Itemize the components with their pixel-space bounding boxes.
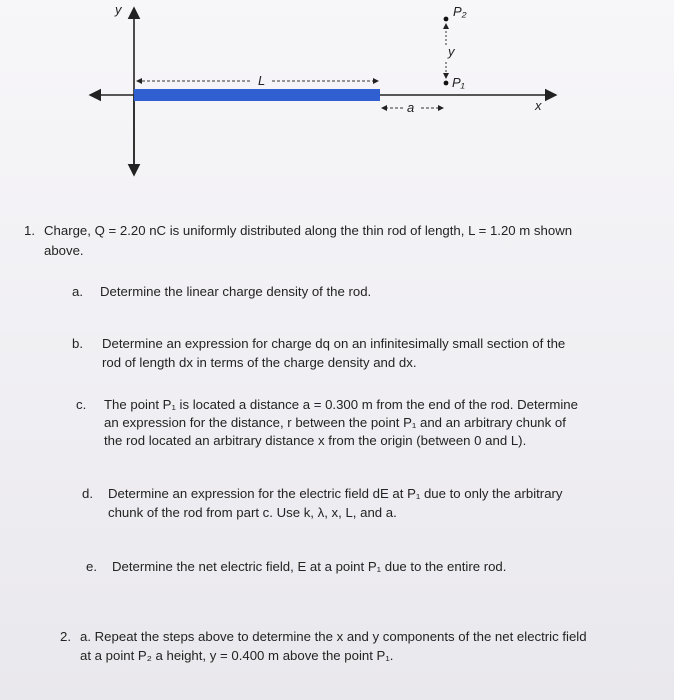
part-b-line-2: rod of length dx in terms of the charge density and dx. bbox=[102, 355, 417, 370]
point-p1-label: P₁ bbox=[452, 75, 465, 90]
y-axis-label: y bbox=[115, 2, 122, 17]
part-b-line-1: Determine an expression for charge dq on an infinitesimally small section of the bbox=[102, 336, 566, 351]
problem-1-statement: Charge, Q = 2.20 nC is uniformly distributed along the thin rod of length, L = 1.20 m shown bbox=[44, 223, 573, 238]
part-e-letter: e. bbox=[86, 559, 97, 574]
part-c-line-2: an expression for the distance, r between the point P₁ and an arbitrary chunk of bbox=[104, 415, 566, 430]
part-d-line-2: chunk of the rod from part c. Use k, λ, x, L, and a. bbox=[108, 505, 397, 520]
part-c-letter: c. bbox=[76, 397, 87, 412]
point-p2-dot bbox=[444, 17, 449, 22]
part-c-line-1: The point P₁ is located a distance a = 0.300 m from the end of the rod. Determine bbox=[104, 397, 578, 412]
part-b-letter: b. bbox=[72, 336, 83, 351]
part-d-line-1: Determine an expression for the electric field dE at P₁ due to only the arbitrary bbox=[108, 486, 563, 501]
problem-2-line-1: a. Repeat the steps above to determine the x and y components of the net electric field bbox=[80, 629, 587, 644]
problem-2-number: 2. bbox=[60, 629, 71, 644]
rod-diagram bbox=[0, 0, 674, 200]
problem-1-statement-cont: above. bbox=[44, 243, 84, 258]
part-a-letter: a. bbox=[72, 284, 83, 299]
part-c-line-3: the rod located an arbitrary distance x from the origin (between 0 and L). bbox=[104, 433, 527, 448]
gap-label: a bbox=[407, 100, 415, 115]
height-label: y bbox=[448, 44, 455, 59]
point-p1-dot bbox=[444, 81, 449, 86]
problem-2-line-2: at a point P₂ a height, y = 0.400 m above the point P₁. bbox=[80, 648, 394, 663]
x-axis-label: x bbox=[535, 98, 542, 113]
rod-length-label: L bbox=[258, 73, 266, 88]
part-a-line-1: Determine the linear charge density of the rod. bbox=[100, 284, 372, 299]
part-d-letter: d. bbox=[82, 486, 93, 501]
point-p2-label: P₂ bbox=[453, 4, 467, 19]
part-e-line-1: Determine the net electric field, E at a point P₁ due to the entire rod. bbox=[112, 559, 507, 574]
charged-rod bbox=[134, 89, 380, 101]
problem-1-number: 1. bbox=[24, 223, 35, 238]
